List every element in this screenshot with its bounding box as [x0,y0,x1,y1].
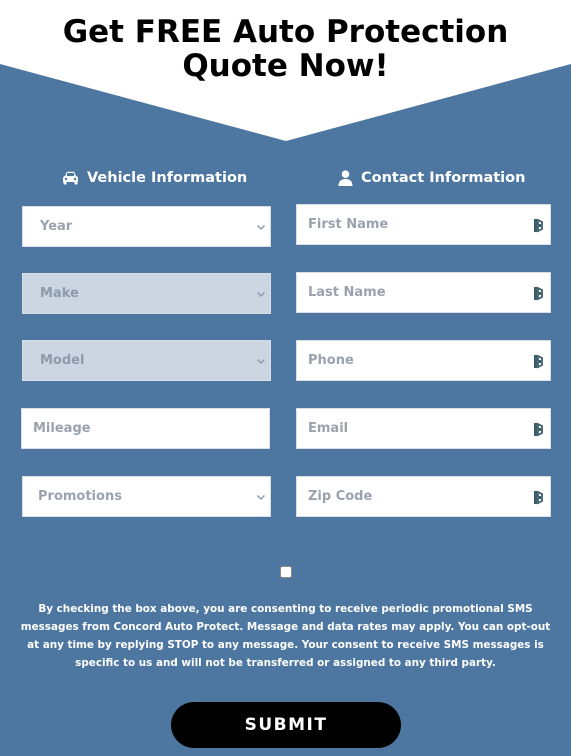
sms-consent-checkbox[interactable] [280,566,292,578]
vehicle-heading-label: Vehicle Information [87,170,248,186]
first-name-field[interactable] [296,204,551,245]
zip-code-field[interactable] [296,476,551,517]
contact-info-heading [338,170,525,186]
submit-button[interactable]: SUBMIT [171,702,401,748]
user-icon [338,170,353,186]
phone-placeholder: Phone [308,353,354,368]
phone-field[interactable] [296,340,551,381]
password-manager-icon[interactable] [533,354,545,369]
zip-code-placeholder: Zip Code [308,489,373,504]
chevron-down-icon [256,289,266,299]
password-manager-icon[interactable] [533,218,545,233]
password-manager-icon[interactable] [533,490,545,505]
sms-consent-text: By checking the box above, you are consenting to receive periodic promotional SMS messages from Concord Auto Protect. Message and data rates may apply. You can opt-out at any time by replying STOP to any message. Your consent to receive SMS messages is specific to us and will not be transferred or assigned to any third party. [20,603,551,669]
year-select[interactable] [22,206,271,247]
mileage-placeholder: Mileage [33,421,91,436]
model-placeholder: Model [40,353,85,368]
email-field[interactable] [296,408,551,449]
vehicle-info-heading [62,170,247,186]
chevron-down-icon [256,492,266,502]
chevron-down-icon [256,222,266,232]
first-name-placeholder: First Name [308,217,389,232]
email-placeholder: Email [308,421,349,436]
make-select[interactable] [22,273,271,314]
password-manager-icon[interactable] [533,286,545,301]
last-name-placeholder: Last Name [308,285,386,300]
car-icon [62,171,79,185]
password-manager-icon[interactable] [533,422,545,437]
last-name-field[interactable] [296,272,551,313]
chevron-down-icon [256,356,266,366]
year-placeholder: Year [40,219,73,234]
make-placeholder: Make [40,286,79,301]
mileage-input[interactable] [21,408,270,449]
title-line-2: Quote Now! [182,48,389,84]
contact-heading-label: Contact Information [361,170,526,186]
title-line-1: Get FREE Auto Protection [62,14,509,50]
promotions-placeholder: Promotions [38,489,122,504]
header-banner [0,0,571,145]
promotions-select[interactable] [22,476,271,517]
model-select[interactable] [22,340,271,381]
page-title [0,15,571,83]
